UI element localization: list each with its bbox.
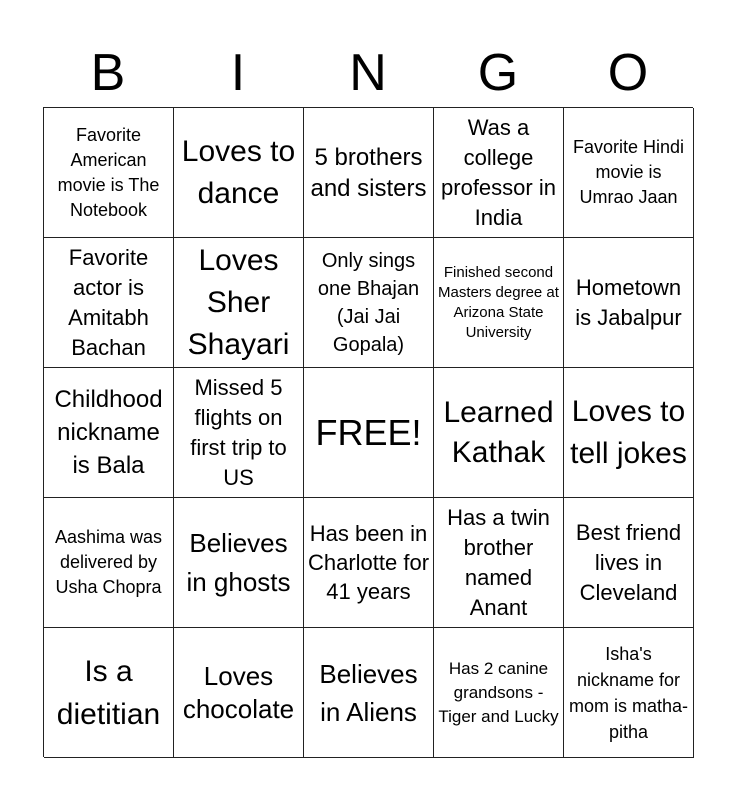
header-letter-n: N	[349, 44, 387, 102]
bingo-cell[interactable]	[174, 108, 304, 238]
cell-text: Isha's nickname for mom is matha-pitha	[568, 643, 689, 742]
cell-text: Has a twin brother named Anant	[447, 504, 550, 620]
cell-text: Missed 5 flights on first trip to US	[190, 374, 287, 490]
cell-text: 5 brothers and sisters	[310, 143, 427, 202]
bingo-cell[interactable]	[304, 108, 434, 238]
cell-text: Loves to dance	[181, 134, 296, 210]
cell-text: Loves chocolate	[182, 660, 295, 724]
cell-text: Loves Sher Shayari	[187, 243, 290, 361]
cell-text: Was a college professor in India	[441, 114, 556, 230]
cell-text: Hometown is Jabalpur	[575, 274, 682, 330]
cell-text: Finished second Masters degree at Arizona State University	[438, 263, 559, 341]
bingo-cell[interactable]	[434, 108, 564, 238]
cell-text: Favorite actor is Amitabh Bachan	[68, 244, 149, 360]
cell-text: Is a dietitian	[56, 654, 161, 731]
bingo-cell[interactable]	[44, 108, 174, 238]
cell-text: Believes in ghosts	[186, 527, 291, 597]
bingo-cell[interactable]	[304, 628, 434, 758]
cell-text: Aashima was delivered by Usha Chopra	[54, 527, 163, 597]
bingo-cell[interactable]	[174, 368, 304, 498]
cell-text: Learned Kathak	[443, 395, 554, 469]
bingo-cell[interactable]	[564, 628, 694, 758]
bingo-cell[interactable]	[304, 498, 434, 628]
bingo-cell[interactable]	[174, 238, 304, 368]
bingo-cell[interactable]	[434, 498, 564, 628]
header-letter-g: G	[477, 44, 519, 102]
bingo-cell[interactable]	[564, 238, 694, 368]
cell-text: Childhood nickname is Bala	[54, 386, 163, 479]
bingo-free-cell[interactable]	[304, 368, 434, 498]
bingo-cell[interactable]	[434, 368, 564, 498]
bingo-cell[interactable]	[44, 498, 174, 628]
bingo-cell[interactable]	[44, 368, 174, 498]
cell-text: Only sings one Bhajan (Jai Jai Gopala)	[317, 249, 420, 356]
header-letter-b: B	[90, 44, 126, 102]
bingo-cell[interactable]	[304, 238, 434, 368]
cell-text: Best friend lives in Cleveland	[575, 519, 682, 605]
cell-text: Favorite Hindi movie is Umrao Jaan	[572, 137, 685, 207]
bingo-cell[interactable]	[434, 628, 564, 758]
bingo-cell[interactable]	[44, 628, 174, 758]
header-letter-i: I	[230, 44, 246, 102]
bingo-cell[interactable]	[434, 238, 564, 368]
cell-text: Loves to tell jokes	[570, 394, 687, 470]
bingo-cell[interactable]	[174, 498, 304, 628]
cell-text: Has been in Charlotte for 41 years	[307, 521, 430, 604]
bingo-grid	[43, 107, 693, 757]
bingo-cell[interactable]	[174, 628, 304, 758]
bingo-cell[interactable]	[44, 238, 174, 368]
cell-text: Favorite American movie is The Notebook	[57, 124, 160, 220]
header-letter-o: O	[607, 44, 649, 102]
free-space-text: FREE!	[315, 411, 422, 453]
bingo-cell[interactable]	[564, 108, 694, 238]
bingo-cell[interactable]	[564, 368, 694, 498]
cell-text: Believes in Aliens	[319, 658, 418, 727]
bingo-header	[43, 40, 693, 106]
bingo-cell[interactable]	[564, 498, 694, 628]
cell-text: Has 2 canine grandsons - Tiger and Lucky	[438, 658, 559, 726]
